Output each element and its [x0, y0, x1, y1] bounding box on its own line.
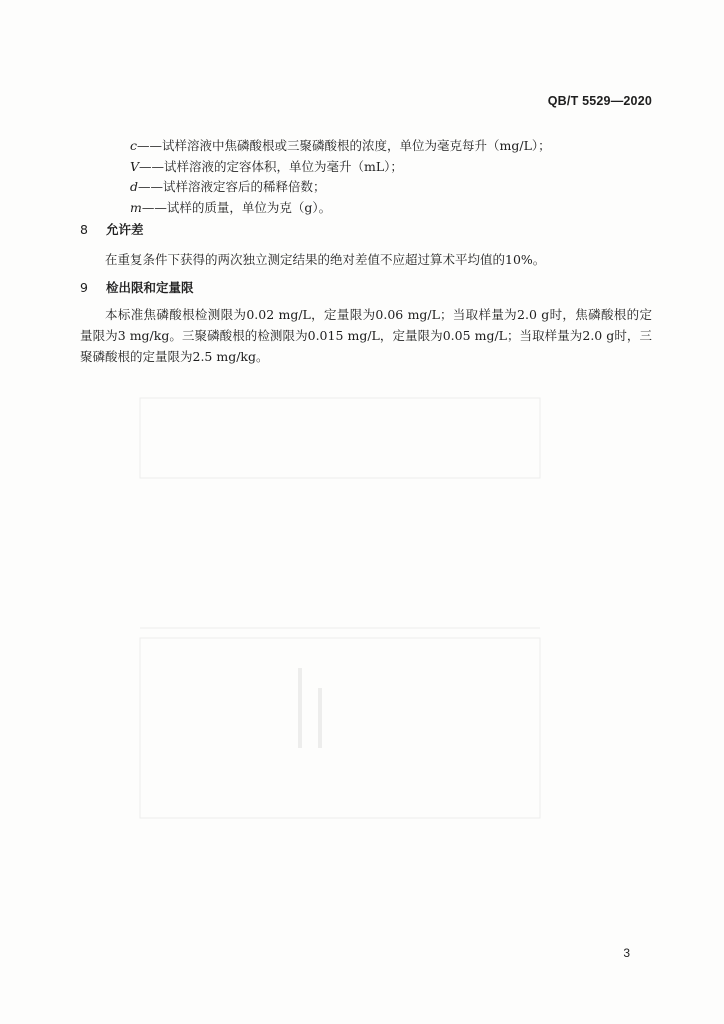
- definition-text: ——试样溶液定容后的稀释倍数；: [138, 179, 326, 194]
- definition-symbol: d: [130, 179, 139, 194]
- definition-symbol: m: [130, 199, 142, 215]
- definition-text: ——试样的质量，单位为克（g）。: [141, 199, 332, 215]
- definition-item: [130, 157, 551, 178]
- section-body-8: 在重复条件下获得的两次独立测定结果的绝对差值不应超过算术平均值的10%。: [105, 252, 546, 267]
- definition-item: [130, 198, 551, 219]
- section-heading-8: [80, 220, 144, 238]
- definition-symbol: c: [130, 138, 138, 153]
- section-body-9: 本标准焦磷酸根检测限为0.02 mg/L，定量限为0.06 mg/L；当取样量为2.0 g时，焦磷酸根的定量限为3 mg/kg。三聚磷酸根的检测限为0.015 mg/L，定量限为0.05 mg/L；当取样量为2.0 g时，三聚磷酸根的定量限为2.5 mg/kg。: [80, 307, 652, 364]
- section-title: 允许差: [106, 222, 144, 237]
- page-number: 3: [623, 946, 630, 960]
- section-heading-9: [80, 278, 194, 296]
- definition-item: [130, 136, 551, 157]
- definition-text: ——试样溶液的定容体积，单位为毫升（mL）；: [139, 158, 403, 174]
- definition-symbol: V: [130, 158, 140, 174]
- definition-item: [130, 177, 551, 198]
- section-title: 检出限和定量限: [106, 280, 194, 295]
- definition-text: ——试样溶液中焦磷酸根或三聚磷酸根的浓度，单位为毫克每升（mg/L）；: [137, 138, 551, 153]
- section-number: 8: [80, 222, 88, 237]
- variable-definitions: [130, 136, 551, 218]
- standard-code: QB/T 5529—2020: [547, 94, 652, 108]
- show-through-figure-decoration: [120, 388, 590, 928]
- section-number: 9: [80, 280, 88, 295]
